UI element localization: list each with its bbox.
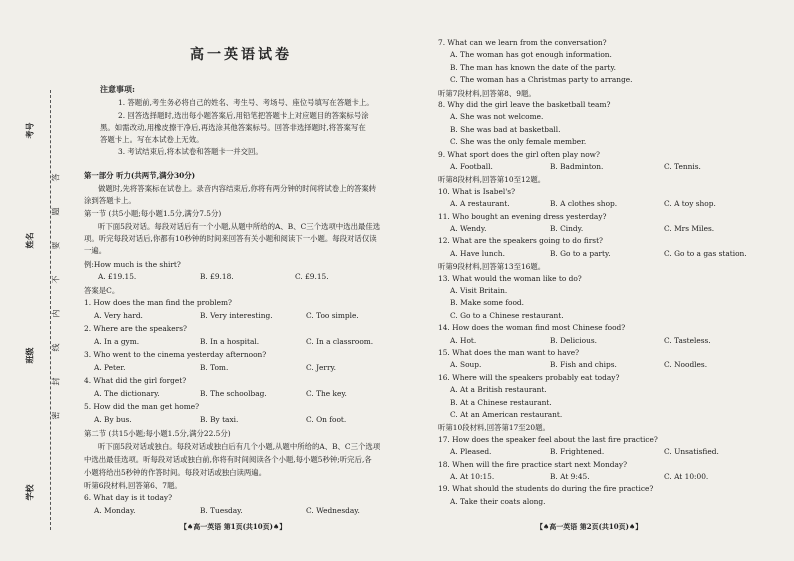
notice-line: 答题卡上。写在本试卷上无效。 <box>100 135 204 144</box>
option: B. The schoolbag. <box>200 389 267 398</box>
option: A. A restaurant. <box>450 199 510 209</box>
example-option: A. £19.15. <box>98 272 137 281</box>
option: C. Go to a Chinese restaurant. <box>450 310 564 320</box>
option: C. The key. <box>306 389 347 398</box>
option: A. The woman has got enough information. <box>450 50 612 60</box>
segment-instruction: 听第10段材料,回答第17至20题。 <box>438 423 550 433</box>
option: A. Take their coats along. <box>450 496 546 506</box>
segment-instruction: 听第7段材料,回答第8、9题。 <box>438 88 536 98</box>
option: A. Soup. <box>450 360 482 370</box>
option: A. Football. <box>450 162 493 171</box>
section2-heading: 第二节 (共15小题;每小题1.5分,满分22.5分) <box>84 429 231 438</box>
option: C. Mrs Miles. <box>664 224 715 233</box>
question: 11. Who bought an evening dress yesterday? <box>438 211 607 221</box>
option: C. In a classroom. <box>306 337 374 346</box>
example-option: B. £9.18. <box>200 272 234 281</box>
seal-word: 内 <box>51 309 61 318</box>
option: A. At 10:15. <box>450 472 495 481</box>
section1-intro: 一遍。 <box>84 246 107 255</box>
segment-instruction: 听第6段材料,回答第6、7题。 <box>84 481 182 490</box>
option: C. The woman has a Christmas party to arrange. <box>450 75 633 85</box>
option: A. Peter. <box>94 363 126 372</box>
school-label: 学校 <box>24 484 35 501</box>
section2-intro: 中选出最佳选项。听每段对话或独白前,你将有时间阅读各个小题,每小题5秒钟;听完后,各 <box>84 455 372 464</box>
option: C. Noodles. <box>664 360 708 370</box>
segment-instruction: 听第8段材料,回答第10至12题。 <box>438 175 546 185</box>
option: A. Have lunch. <box>450 248 505 258</box>
seal-word: 题 <box>51 207 61 216</box>
option: B. Badminton. <box>550 162 604 171</box>
option: A. Pleased. <box>450 447 492 457</box>
part1-intro: 涂到答题卡上。 <box>84 196 136 205</box>
section2-intro: 小题将给出5秒钟的作答时间。每段对话或独白读两遍。 <box>84 468 267 477</box>
option: C. At 10:00. <box>664 472 709 481</box>
option: C. Tennis. <box>664 162 701 171</box>
option: C. On foot. <box>306 415 347 424</box>
notice-heading: 注意事项: <box>100 84 135 94</box>
option: A. Hot. <box>450 335 477 345</box>
option: C. At an American restaurant. <box>450 410 563 419</box>
question: 15. What does the man want to have? <box>438 348 580 357</box>
option: A. She was not welcome. <box>450 112 544 122</box>
option: B. Tom. <box>200 363 229 372</box>
question: 14. How does the woman find most Chinese food? <box>438 323 626 333</box>
question: 17. How does the speaker feel about the last fire practice? <box>438 434 658 444</box>
example-question: 例:How much is the shirt? <box>84 260 181 269</box>
seal-word: 不 <box>51 275 61 284</box>
binding-margin <box>0 0 60 561</box>
option: A. In a gym. <box>94 337 140 346</box>
section1-intro: 听下面5段对话。每段对话后有一个小题,从题中所给的A、B、C三个选项中选出最佳选 <box>98 222 381 231</box>
option: A. At a British restaurant. <box>450 385 547 395</box>
option: A. Monday. <box>94 506 136 515</box>
question: 1. How does the man find the problem? <box>84 298 233 307</box>
option: B. Tuesday. <box>200 506 243 515</box>
exam-number-label: 考号 <box>24 122 35 139</box>
question: 6. What day is it today? <box>84 493 173 502</box>
option: C. Too simple. <box>306 311 359 320</box>
question: 7. What can we learn from the conversation? <box>438 38 607 47</box>
question: 13. What would the woman like to do? <box>438 273 582 283</box>
part1-heading: 第一部分 听力(共两节,满分30分) <box>84 171 196 180</box>
option: B. By taxi. <box>200 415 239 424</box>
section1-heading: 第一节 (共5小题;每小题1.5分,满分7.5分) <box>84 209 222 218</box>
question: 2. Where are the speakers? <box>84 324 187 333</box>
option: C. Tasteless. <box>664 335 711 345</box>
question: 19. What should the students do during the fire practice? <box>438 484 654 494</box>
notice-line: 2. 回答选择题时,选出每小题答案后,用铅笔把答题卡上对应题目的答案标号涂 <box>118 111 369 120</box>
seal-word: 密 <box>51 411 61 420</box>
question: 4. What did the girl forget? <box>84 376 187 385</box>
option: B. In a hospital. <box>200 337 260 346</box>
option: B. Go to a party. <box>550 248 611 258</box>
option: A. Wendy. <box>450 224 487 233</box>
option: B. Frightened. <box>550 447 605 457</box>
option: B. At 9:45. <box>550 472 590 481</box>
seal-word: 答 <box>51 173 61 182</box>
example-answer: 答案是C。 <box>84 286 120 295</box>
option: B. Cindy. <box>550 224 584 233</box>
question: 16. Where will the speakers probably eat today? <box>438 372 620 382</box>
seal-word: 线 <box>51 343 61 352</box>
example-option: C. £9.15. <box>295 272 329 281</box>
option: C. A toy shop. <box>664 199 716 209</box>
option: B. She was bad at basketball. <box>450 124 561 134</box>
option: B. At a Chinese restaurant. <box>450 397 552 407</box>
notice-line: 3. 考试结束后,将本试卷和答题卡一并交回。 <box>118 147 263 156</box>
question: 12. What are the speakers going to do first? <box>438 236 604 246</box>
class-label: 班级 <box>24 347 35 364</box>
question: 10. What is Isabel's? <box>438 186 516 196</box>
option: B. Fish and chips. <box>550 360 617 370</box>
option: C. Unsatisfied. <box>664 447 719 457</box>
option: C. She was the only female member. <box>450 137 587 147</box>
option: C. Go to a gas station. <box>664 248 747 258</box>
option: B. Delicious. <box>550 335 598 345</box>
option: A. Visit Britain. <box>450 286 508 295</box>
seal-word: 要 <box>51 241 61 250</box>
question: 3. Who went to the cinema yesterday afternoon? <box>84 350 267 359</box>
option: C. Jerry. <box>306 363 337 372</box>
section2-intro: 听下面5段对话或独白。每段对话或独白后有几个小题,从题中所给的A、B、C三个选项 <box>98 442 381 451</box>
question: 9. What sport does the girl often play now? <box>438 149 600 159</box>
option: B. The man has known the date of the party. <box>450 62 616 72</box>
question: 8. Why did the girl leave the basketball team? <box>438 100 611 109</box>
notice-line: 黑。如需改动,用橡皮擦干净后,再选涂其他答案标号。回答非选择题时,将答案写在 <box>100 123 366 132</box>
page-title: 高一英语试卷 <box>190 47 292 63</box>
question: 5. How did the man get home? <box>84 402 200 411</box>
question: 18. When will the fire practice start next Monday? <box>438 459 628 469</box>
notice-line: 1. 答题前,考生务必将自己的姓名、考生号、考场号、座位号填写在答题卡上。 <box>118 98 374 107</box>
option: B. Make some food. <box>450 298 524 308</box>
segment-instruction: 听第9段材料,回答第13至16题。 <box>438 262 546 272</box>
name-label: 姓名 <box>24 232 35 249</box>
page-footer: 【♠高一英语 第1页(共10页)♠】 <box>180 522 287 531</box>
option: C. Wednesday. <box>306 506 360 515</box>
option: A. The dictionary. <box>94 389 160 398</box>
part1-intro: 做题时,先将答案标在试卷上。录音内容结束后,你将有两分钟的时间将试卷上的答案转 <box>98 184 377 193</box>
option: A. Very hard. <box>94 311 143 320</box>
option: B. A clothes shop. <box>550 199 618 209</box>
option: A. By bus. <box>94 415 132 424</box>
option: B. Very interesting. <box>200 311 273 320</box>
section1-intro: 项。听完每段对话后,你都有10秒钟的时间来回答有关小题和阅读下一小题。每段对话仅读 <box>84 234 377 243</box>
seal-word: 封 <box>51 377 61 386</box>
page-footer: 【♠高一英语 第2页(共10页)♠】 <box>536 522 643 531</box>
